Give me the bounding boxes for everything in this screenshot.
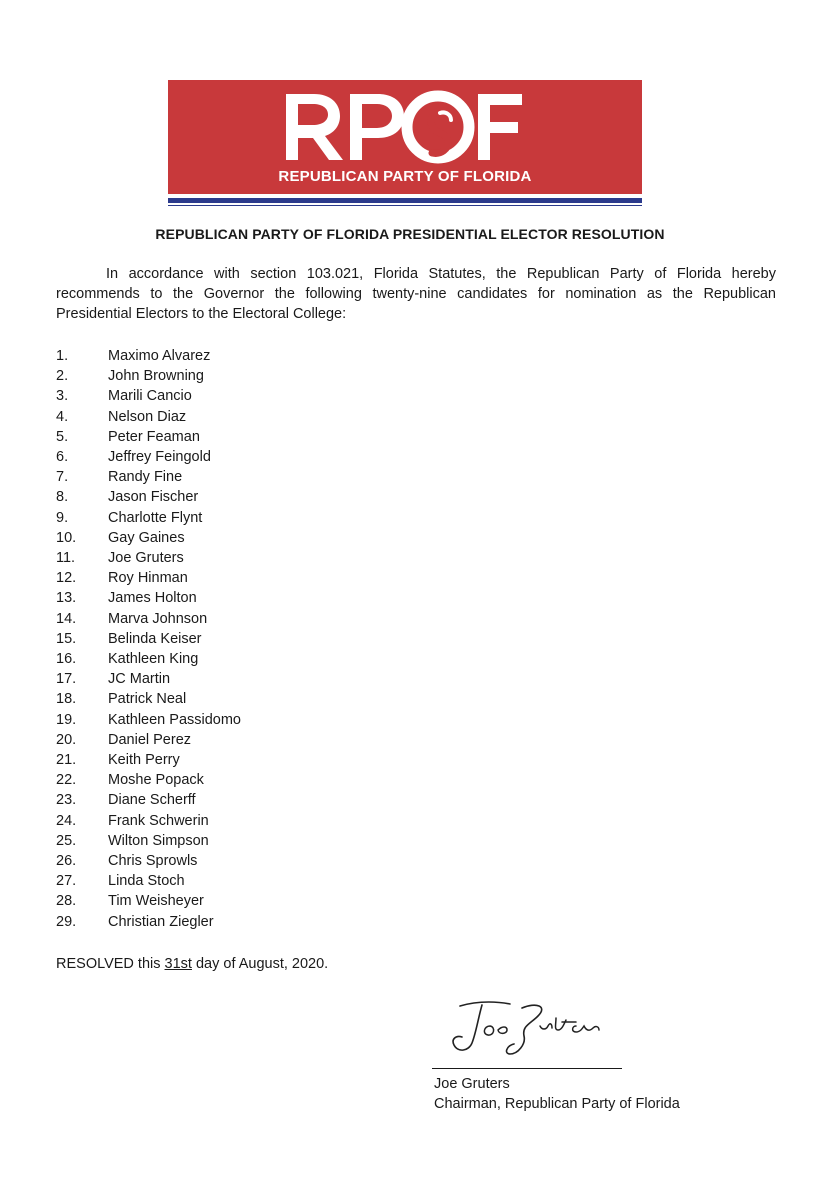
elector-number: 15. [56,630,77,647]
elector-item [56,811,241,831]
elector-item [56,508,241,528]
elector-name: Diane Scherff [108,792,196,809]
elector-name: Christian Ziegler [108,913,214,930]
elector-number: 21. [56,752,77,769]
elector-name: Jason Fischer [108,489,199,506]
elector-name: Joe Gruters [108,550,184,567]
elector-name: Kathleen King [108,651,199,668]
elector-name: Chris Sprowls [108,853,198,870]
elector-item [56,407,241,427]
elector-item [56,790,241,810]
elector-item [56,851,241,871]
header-rule-thin [168,205,642,206]
elector-name: Jeffrey Feingold [108,449,211,466]
elector-number: 25. [56,832,77,849]
document-title: REPUBLICAN PARTY OF FLORIDA PRESIDENTIAL ELECTOR RESOLUTION [155,226,665,242]
elector-number: 22. [56,772,77,789]
elector-item [56,366,241,386]
elector-number: 18. [56,691,77,708]
elector-name: JC Martin [108,671,171,688]
elector-item [56,730,241,750]
elector-item [56,427,241,447]
elector-item [56,528,241,548]
elector-item [56,548,241,568]
elector-number: 14. [56,610,77,627]
elector-number: 6. [56,449,69,466]
elector-name: James Holton [108,590,197,607]
resolved-day: 31st [164,956,192,972]
elector-number: 20. [56,731,77,748]
elector-number: 27. [56,873,77,890]
elector-name: Peter Feaman [108,428,200,445]
elector-number: 7. [56,469,69,486]
elector-number: 11. [56,550,76,567]
intro-paragraph: In accordance with section 103.021, Florida Statutes, the Republican Party of Florida hereby recommends to the Governor the following twenty-nine candidates for nomination as the Republican Presidential Electors to the Electoral College: [56,266,776,322]
elector-number: 24. [56,812,77,829]
elector-name: Keith Perry [108,752,180,769]
elector-name: Wilton Simpson [108,832,209,849]
elector-name: Maximo Alvarez [108,348,211,364]
signer-title: Chairman, Republican Party of Florida [434,1096,680,1112]
elector-item [56,770,241,790]
elector-item [56,447,241,467]
elector-number: 2. [56,368,69,385]
elector-name: Belinda Keiser [108,630,202,647]
resolved-suffix: day of August, 2020. [191,956,329,972]
elector-name: Randy Fine [108,469,183,486]
elector-number: 12. [56,570,77,587]
elector-name: Roy Hinman [108,570,188,587]
elector-item [56,629,241,649]
elector-number: 1. [56,348,69,364]
elector-name: Moshe Popack [108,772,204,789]
elector-item [56,346,241,366]
elector-item [56,487,241,507]
elector-list [56,346,241,932]
elector-item [56,871,241,891]
elector-name: Nelson Diaz [108,408,187,425]
elector-number: 8. [56,489,69,506]
elector-name: Tim Weisheyer [108,893,204,910]
elector-number: 17. [56,671,77,688]
elector-item [56,750,241,770]
signer-name: Joe Gruters [434,1076,510,1092]
signer-block [434,1074,680,1114]
elector-name: Gay Gaines [108,529,185,546]
banner-subtitle: REPUBLICAN PARTY OF FLORIDA [278,168,532,185]
signature-line [432,1068,622,1069]
elector-name: Marili Cancio [108,388,192,405]
elector-name: Patrick Neal [108,691,187,708]
elector-item [56,831,241,851]
elector-item [56,912,241,932]
elector-name: John Browning [108,368,204,385]
elector-name: Daniel Perez [108,731,192,748]
elector-name: Marva Johnson [108,610,208,627]
elector-item [56,649,241,669]
elector-number: 3. [56,388,69,405]
elector-number: 9. [56,509,69,526]
elector-item [56,710,241,730]
elector-item [56,689,241,709]
resolved-line [56,956,328,972]
elector-item [56,891,241,911]
elector-item [56,669,241,689]
elector-item [56,568,241,588]
elector-number: 29. [56,913,77,930]
elector-item [56,588,241,608]
header-banner [168,80,642,194]
elector-number: 23. [56,792,77,809]
elector-number: 5. [56,428,69,445]
elector-name: Kathleen Passidomo [108,711,241,728]
elector-number: 13. [56,590,77,607]
elector-item [56,609,241,629]
elector-number: 4. [56,408,69,425]
elector-name: Charlotte Flynt [108,509,203,526]
elector-number: 28. [56,893,77,910]
elector-number: 10. [56,529,77,546]
elector-item [56,386,241,406]
rpof-logo [168,86,642,164]
elector-name: Linda Stoch [108,873,185,890]
elector-name: Frank Schwerin [108,812,209,829]
header-rule [168,198,642,203]
elector-number: 26. [56,853,77,870]
resolved-prefix: RESOLVED this [56,956,165,972]
handwritten-signature [430,996,640,1060]
elector-number: 19. [56,711,77,728]
elector-item [56,467,241,487]
elector-number: 16. [56,651,77,668]
